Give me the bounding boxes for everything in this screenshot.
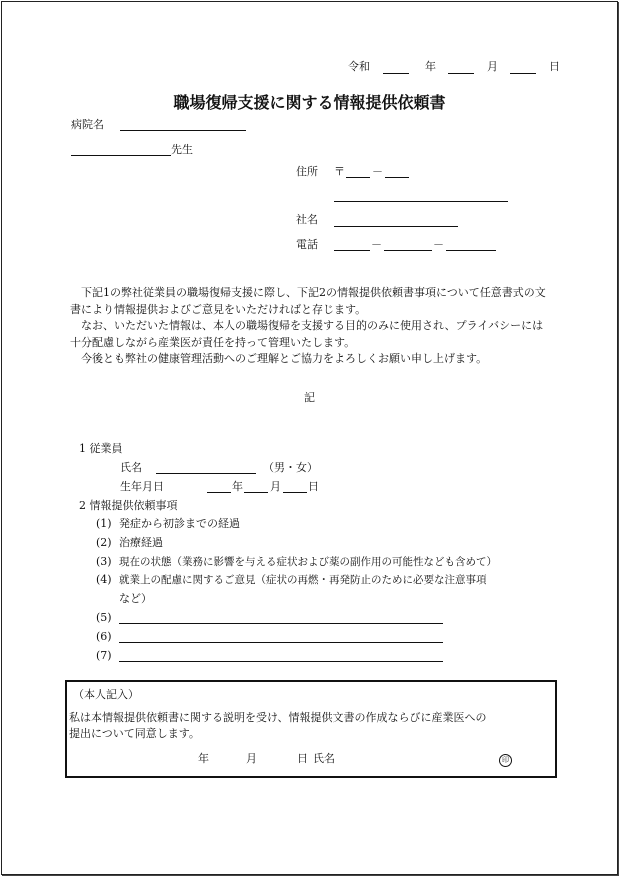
birth-year-blank[interactable] (207, 492, 231, 493)
phone-label: 電話 (296, 238, 318, 251)
seal-icon: 印 (499, 754, 512, 767)
item-1-text: 発症から初診までの経過 (119, 517, 240, 530)
month-label: 月 (487, 60, 498, 73)
year-blank[interactable] (383, 73, 409, 74)
birth-month-label: 月 (270, 480, 281, 493)
consent-year-label: 年 (198, 752, 209, 765)
phone-dash-2: － (433, 238, 444, 251)
consent-month-label: 月 (246, 752, 257, 765)
birth-date-label: 生年月日 (120, 480, 164, 493)
item-7-number: (7) (96, 649, 112, 662)
employee-name-label: 氏名 (120, 461, 142, 474)
item-7-blank[interactable] (119, 661, 443, 662)
doctor-suffix: 先生 (171, 143, 193, 156)
item-4-continuation: など） (119, 592, 152, 605)
item-4-text: 就業上の配慮に関するご意見（症状の再燃・再発防止のために必要な注意事項 (119, 574, 487, 586)
item-3-number: (3) (96, 555, 112, 568)
seal-mark[interactable] (499, 752, 512, 767)
intro-paragraph-2: なお、いただいた情報は、本人の職場復帰を支援する目的のみに使用され、プライバシーには十分配慮しながら産業医が責任を持って管理いたします。 (70, 319, 544, 349)
item-3-text: 現在の状態（業務に影響を与える症状および薬の副作用の可能性なども含めて） (119, 556, 497, 568)
day-blank[interactable] (510, 73, 536, 74)
phone-middle-blank[interactable] (384, 250, 432, 251)
section-1-heading: 1 従業員 (79, 442, 123, 455)
company-name-blank[interactable] (334, 226, 458, 227)
consent-box (65, 680, 557, 778)
item-4-number: (4) (96, 573, 112, 586)
company-label: 社名 (296, 213, 318, 226)
item-1-number: (1) (96, 517, 112, 530)
section-2-heading: 2 情報提供依頼事項 (79, 499, 178, 512)
page-title: 職場復帰支援に関する情報提供依頼書 (173, 93, 446, 112)
intro-paragraph-1: 下記1の弊社従業員の職場復帰支援に際し、下記2の情報提供依頼書事項について任意書式の文書により情報提供およびご意見をいただければと存じます。 (70, 286, 546, 316)
phone-area-blank[interactable] (334, 250, 370, 251)
address-blank[interactable] (334, 201, 508, 202)
consent-text-line-1: 私は本情報提供依頼書に関する説明を受け、情報提供文書の作成ならびに産業医への (69, 711, 487, 724)
birth-month-blank[interactable] (244, 492, 268, 493)
item-6-blank[interactable] (119, 642, 443, 643)
postal-dash: － (372, 165, 383, 178)
birth-year-label: 年 (232, 480, 243, 493)
address-label: 住所 (296, 165, 318, 178)
phone-last-blank[interactable] (446, 250, 496, 251)
item-5-number: (5) (96, 611, 112, 624)
postal-mark: 〒 (334, 165, 345, 178)
birth-day-label: 日 (308, 480, 319, 493)
hospital-name-blank[interactable] (120, 130, 246, 131)
postal-code-first[interactable] (346, 177, 370, 178)
item-2-text: 治療経過 (119, 536, 163, 549)
doctor-name-blank[interactable] (71, 155, 171, 156)
era-label: 令和 (348, 60, 370, 73)
intro-paragraph-3: 今後とも弊社の健康管理活動へのご理解とご協力をよろしくお願い申し上げます。 (81, 352, 488, 365)
item-6-number: (6) (96, 630, 112, 643)
postal-code-second[interactable] (385, 177, 409, 178)
consent-text-line-2: 提出について同意します。 (69, 727, 200, 740)
month-blank[interactable] (448, 73, 474, 74)
hospital-label: 病院名 (71, 118, 104, 131)
year-label: 年 (425, 60, 436, 73)
ki-label: 記 (304, 391, 315, 404)
consent-name-label: 氏名 (313, 752, 335, 765)
employee-name-blank[interactable] (156, 473, 256, 474)
consent-heading: （本人記入） (73, 688, 139, 701)
day-label: 日 (549, 60, 560, 73)
item-5-blank[interactable] (119, 623, 443, 624)
phone-dash-1: － (371, 238, 382, 251)
item-2-number: (2) (96, 536, 112, 549)
birth-day-blank[interactable] (283, 492, 307, 493)
consent-day-label: 日 (297, 752, 308, 765)
gender-choice[interactable]: （男・女） (263, 461, 318, 474)
